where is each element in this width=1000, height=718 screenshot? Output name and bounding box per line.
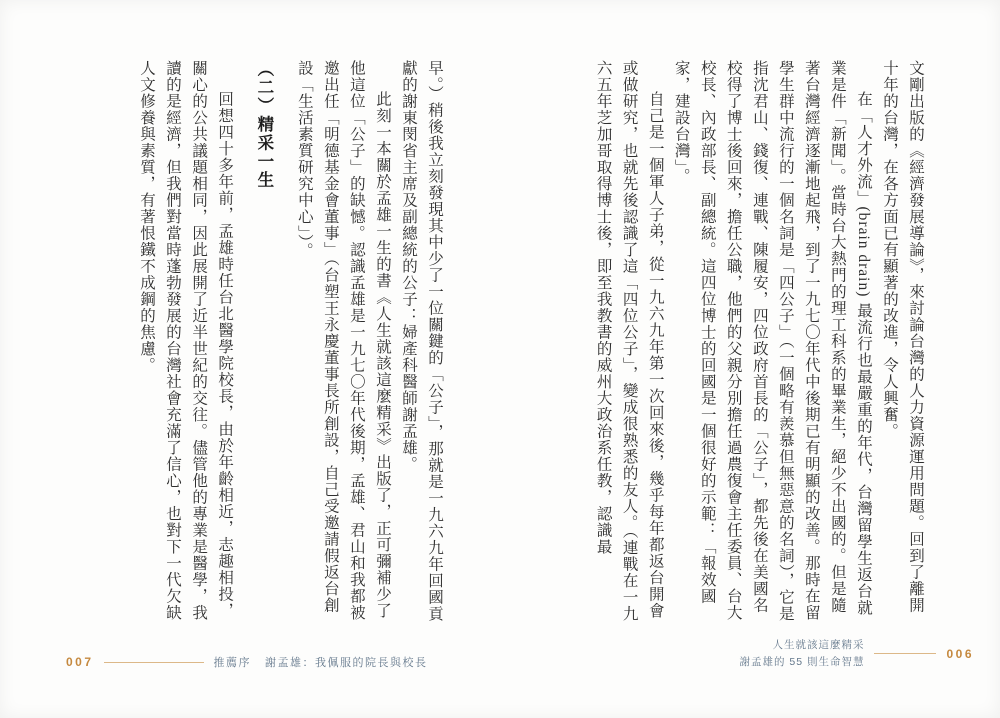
chapter-title: 謝孟雄：我佩服的院長與校長	[265, 657, 428, 669]
paragraph: 在「人才外流」(brain drain) 最流行也最嚴重的年代，台灣留學生返台就業是件「新聞」。當時台大熱門的理工科系的畢業生，絕少不出國的。但是隨著台灣經濟逐漸地起飛，到了一九七〇年代中後期已有明顯的改善。那時在留學生群中流行的一個名詞是「四公子」（一個略有羨慕但無惡意的名詞），它是指沈君山、錢復、連戰、陳履安，四位政府首長的「公子」，都先後在美國名校得了博士後回來，擔任公職，他們的父親分別擔任過農復會主任委員、台大校長、內政部長、副總統。這四位博士的回國是一個很好的示範：「報效國家，建設台灣」。	[672, 60, 872, 622]
left-page-footer	[66, 654, 428, 670]
footer-rule	[104, 662, 204, 663]
chapter-info	[214, 654, 428, 670]
right-page-footer	[739, 637, 974, 670]
section-heading: （二）精采一生	[254, 60, 274, 190]
page-number: 006	[946, 646, 974, 661]
footer-rule	[874, 653, 936, 654]
paragraph-continuation: 早。）稍後我立刻發現其中少了一位關鍵的「公子」，那就是一九六九年回國貢獻的謝東閔省主席及副總統的公子：婦產科醫師謝孟雄。	[399, 60, 443, 622]
paragraph-continuation: 文剛出版的《經濟發展導論》，來討論台灣的人力資源運用問題。回到了離開十年的台灣，在各方面已有顯著的改進，令人興奮。	[880, 60, 924, 614]
book-title-line1: 人生就該這麼精采	[772, 639, 865, 652]
paragraph: 自己是一個軍人子弟，從一九六九年第一次回來後，幾乎每年都返台開會或做研究，也就先後認識了這「四位公子」，變成很熟悉的友人。（連戰在一九六五年芝加哥取得博士後，即至我教書的威州大政治系任教，認識最	[594, 60, 664, 622]
page-right	[500, 0, 1000, 718]
left-page-text-block	[63, 60, 447, 628]
book-title	[739, 637, 864, 670]
paragraph: 此刻一本關於孟雄一生的書《人生就該這麼精采》出版了，正可彌補少了他這位「公子」的缺憾。認識孟雄是一九七〇年代後期，孟雄、君山和我都被邀出任「明德基金會董事」（台塑王永慶董事長所創設，自己受邀請假返台創設「生活素質研究中心」）。	[295, 60, 391, 621]
section-label: 推薦序	[213, 657, 252, 669]
right-page-text-block	[576, 60, 928, 628]
book-title-line2: 謝孟雄的 55 則生命智慧	[739, 655, 865, 668]
page-number: 007	[66, 655, 94, 669]
paragraph: 回想四十多年前，孟雄時任台北醫學院校長，由於年齡相近，志趣相投，關心的公共議題相同，因此展開了近半世紀的交往。儘管他的專業是醫學，我讀的是經濟，但我們對當時蓬勃發展的台灣社會充滿了信心，也對下一代欠缺人文修養與素質，有著恨鐵不成鋼的焦慮。	[138, 60, 234, 621]
